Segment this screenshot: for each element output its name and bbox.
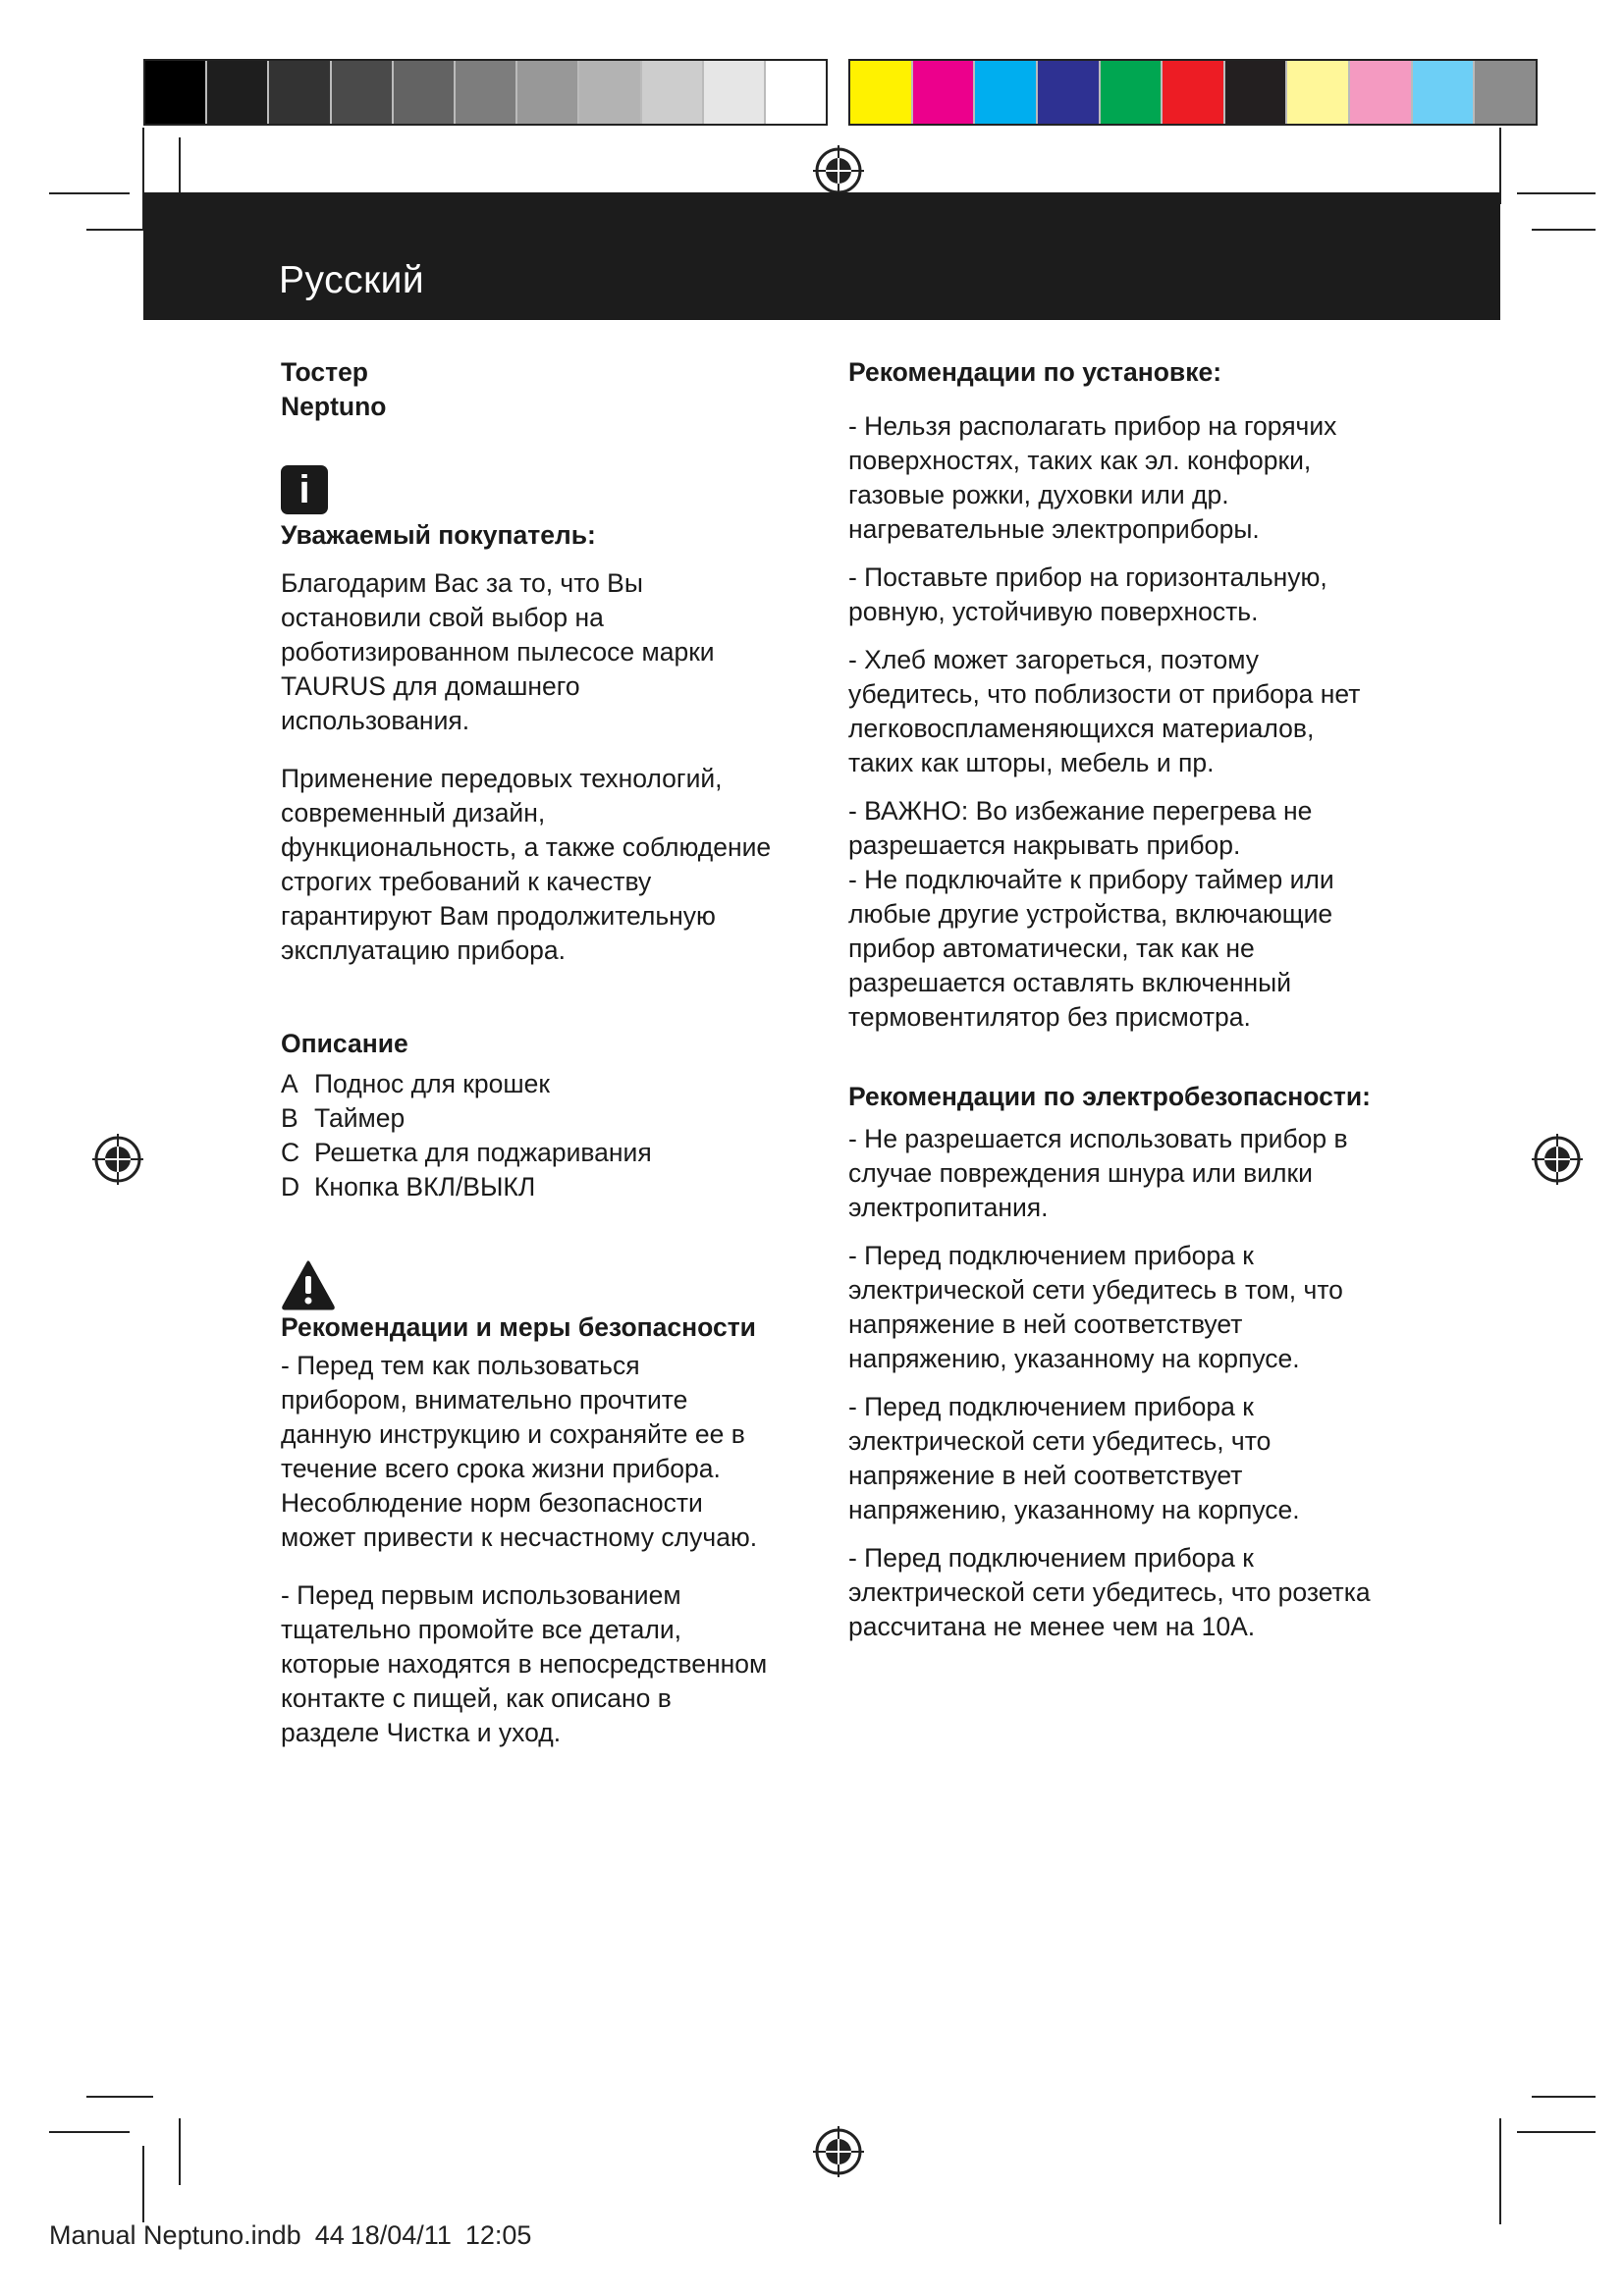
description-text: Таймер [314, 1103, 406, 1133]
paragraph: - Перед подключением прибора к электрической сети убедитесь в том, что напряжение в ней соответствует напряжению, указанному на корпусе. [848, 1241, 1343, 1373]
crop-mark [1517, 192, 1596, 194]
description-item [281, 1170, 772, 1204]
pink-swatch [1350, 61, 1413, 124]
gray-swatch [579, 61, 641, 124]
paragraph: - Нельзя располагать прибор на горячих поверхностях, таких как эл. конфорки, газовые рожки, духовки или др. нагревательные электроприборы. [848, 411, 1337, 544]
product-model: Neptuno [281, 392, 387, 421]
gray-swatch [145, 61, 207, 124]
warning-icon [281, 1259, 336, 1310]
registration-mark-icon [811, 143, 866, 198]
gray-swatch [456, 61, 517, 124]
slug-time: 12:05 [464, 2220, 532, 2250]
paragraph: - ВАЖНО: Во избежание перегрева не разрешается накрывать прибор. [848, 796, 1313, 860]
paragraph: - Перед подключением прибора к электрической сети убедитесь, что розетка рассчитана не менее чем на 10А. [848, 1543, 1371, 1641]
crop-mark [49, 192, 130, 194]
gray-swatch [269, 61, 331, 124]
gray-swatch [1475, 61, 1536, 124]
slug-file: Manual Neptuno.indb [49, 2220, 301, 2250]
description-letter: A [281, 1069, 298, 1098]
light-yellow-swatch [1287, 61, 1350, 124]
yellow-swatch [850, 61, 913, 124]
paragraph: - Перед тем как пользоваться прибором, внимательно прочтите данную инструкцию и сохраняйте ее в течение всего срока жизни прибора. Несоблюдение норм безопасности может привести к несчастному случаю. [281, 1351, 758, 1552]
crop-mark [142, 2146, 144, 2222]
crop-mark [1532, 2096, 1596, 2098]
language-title: Русский [279, 259, 425, 301]
print-slug [49, 2220, 545, 2251]
crop-mark [179, 2118, 181, 2185]
magenta-swatch [913, 61, 976, 124]
description-text: Поднос для крошек [314, 1069, 550, 1098]
description-item [281, 1067, 772, 1101]
description-letter: D [281, 1172, 300, 1201]
gray-swatch [517, 61, 579, 124]
blue-swatch [1038, 61, 1101, 124]
dear-customer-heading: Уважаемый покупатель: [281, 520, 596, 550]
gray-swatch [704, 61, 766, 124]
paragraph: - Хлеб может загореться, поэтому убедитесь, что поблизости от прибора нет легковоспламеняющихся материалов, таких как шторы, мебель и пр. [848, 645, 1361, 777]
language-header-band [143, 192, 1500, 320]
color-calibration-bar [848, 59, 1538, 126]
red-swatch [1163, 61, 1225, 124]
crop-mark [49, 2131, 130, 2133]
description-text: Решетка для поджаривания [314, 1138, 652, 1167]
gray-swatch [332, 61, 394, 124]
registration-mark-icon [90, 1132, 145, 1187]
installation-heading: Рекомендации по установке: [848, 357, 1222, 387]
green-swatch [1101, 61, 1164, 124]
description-text: Кнопка ВКЛ/ВЫКЛ [314, 1172, 536, 1201]
crop-mark [1499, 2118, 1501, 2224]
crop-mark [1517, 2131, 1596, 2133]
paragraph: Благодарим Вас за то, что Вы остановили свой выбор на роботизированном пылесосе марки TAURUS для домашнего использования. [281, 568, 715, 735]
product-title: Тостер [281, 357, 368, 387]
light-cyan-swatch [1413, 61, 1476, 124]
info-icon: i [281, 465, 328, 514]
safety-heading: Рекомендации и меры безопасности [281, 1312, 756, 1342]
gray-swatch [394, 61, 456, 124]
grayscale-calibration-bar [143, 59, 828, 126]
gray-swatch [642, 61, 704, 124]
crop-mark [1532, 229, 1596, 231]
description-letter: B [281, 1103, 298, 1133]
paragraph: - Перед первым использованием тщательно промойте все детали, которые находятся в непосредственном контакте с пищей, как описано в разделе Чистка и уход. [281, 1580, 768, 1747]
slug-date: 18/04/11 [350, 2220, 452, 2250]
gray-swatch [207, 61, 269, 124]
cyan-swatch [975, 61, 1038, 124]
left-column [281, 355, 772, 1750]
registration-mark-icon [811, 2124, 866, 2179]
electrical-heading: Рекомендации по электробезопасности: [848, 1082, 1371, 1111]
right-column [848, 355, 1379, 1644]
slug-page: 44 [314, 2220, 345, 2250]
registration-mark-icon [1530, 1132, 1585, 1187]
gray-swatch [766, 61, 826, 124]
paragraph: - Не подключайте к прибору таймер или любые другие устройства, включающие прибор автоматически, так как не разрешается оставлять включенный термовентилятор без присмотра. [848, 865, 1334, 1032]
description-heading: Описание [281, 1029, 408, 1058]
description-item [281, 1101, 772, 1136]
paragraph: Применение передовых технологий, современный дизайн, функциональность, а также соблюдение строгих требований к качеству гарантируют Вам продолжительную эксплуатацию прибора. [281, 764, 772, 965]
black-swatch [1225, 61, 1288, 124]
crop-mark [86, 2096, 153, 2098]
description-item [281, 1136, 772, 1170]
paragraph: - Поставьте прибор на горизонтальную, ровную, устойчивую поверхность. [848, 562, 1327, 626]
paragraph: - Перед подключением прибора к электрической сети убедитесь, что напряжение в ней соответствует напряжению, указанному на корпусе. [848, 1392, 1300, 1524]
paragraph: - Не разрешается использовать прибор в случае повреждения шнура или вилки электропитания. [848, 1124, 1348, 1222]
description-letter: C [281, 1138, 300, 1167]
